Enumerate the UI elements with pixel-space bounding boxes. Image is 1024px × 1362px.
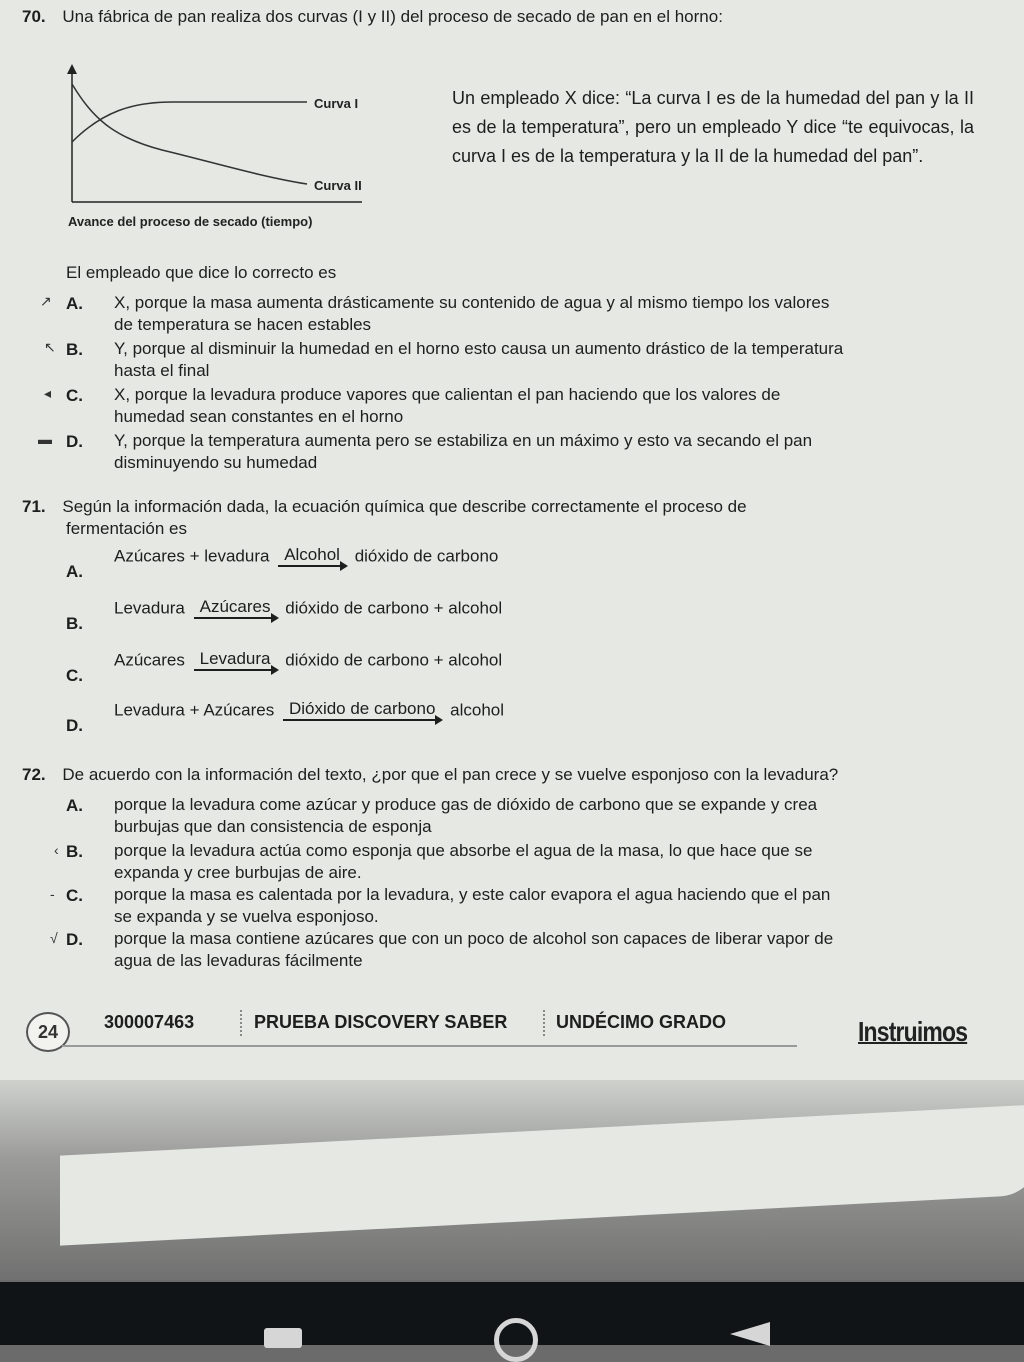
q70-option-b-letter[interactable]: B. xyxy=(66,340,83,359)
q72-question: De acuerdo con la información del texto, ¿por que el pan crece y se vuelve esponjoso con la levadura? xyxy=(62,765,839,784)
q70-option-a-line1: X, porque la masa aumenta drásticamente su contenido de agua y al mismo tiempo los valores xyxy=(114,293,830,312)
q72-option-b-line2: expanda y cree burbujas de aire. xyxy=(114,863,362,882)
footer-separator xyxy=(240,1010,242,1036)
pencil-mark-icon: ◂ xyxy=(44,385,52,401)
q72-option-c-line2: se expanda y se vuelva esponjoso. xyxy=(114,907,379,926)
reaction-arrow xyxy=(194,650,277,671)
q70-option-b-line1: Y, porque al disminuir la humedad en el horno esto causa un aumento drástico de la temperatura xyxy=(114,339,844,358)
q70-option-c[interactable] xyxy=(114,384,974,428)
q71-d-reactants: Levadura + Azúcares xyxy=(114,700,275,720)
q70-option-c-line2: humedad sean constantes en el horno xyxy=(114,407,404,426)
q72-option-c[interactable] xyxy=(114,884,974,928)
q71-b-arrow-label: Azúcares xyxy=(199,597,271,616)
pencil-mark-icon: ‹ xyxy=(54,842,59,858)
q71-a-reactants: Azúcares + levadura xyxy=(114,546,270,566)
q71-option-a-letter[interactable]: A. xyxy=(66,562,83,581)
curve-1-label: Curva I xyxy=(314,96,359,111)
q71-question-line2: fermentación es xyxy=(66,519,187,538)
arrow-right-icon xyxy=(194,617,277,619)
publisher-logo: Instruimos xyxy=(858,1016,968,1047)
q70-option-b[interactable] xyxy=(114,338,974,382)
back-button[interactable] xyxy=(730,1322,770,1346)
q70-option-c-letter[interactable]: C. xyxy=(66,386,83,405)
q70-option-b-line2: hasta el final xyxy=(114,361,210,380)
q70-question: Una fábrica de pan realiza dos curvas (I y II) del proceso de secado de pan en el horno: xyxy=(62,7,723,26)
q70-option-d-line1: Y, porque la temperatura aumenta pero se estabiliza en un máximo y esto va secando el pan xyxy=(114,431,813,450)
reaction-arrow xyxy=(278,546,346,567)
q70-option-d-letter[interactable]: D. xyxy=(66,432,83,451)
q70-number: 70. xyxy=(22,7,46,26)
q72-option-a-line1: porque la levadura come azúcar y produce gas de dióxido de carbono que se expande y crea xyxy=(114,795,818,814)
footer-grade: UNDÉCIMO GRADO xyxy=(556,1012,726,1032)
q71-option-c-letter[interactable]: C. xyxy=(66,666,83,685)
chart-x-label: Avance del proceso de secado (tiempo) xyxy=(68,214,313,229)
q70-heading xyxy=(22,6,723,28)
q70-option-d[interactable] xyxy=(114,430,974,474)
q71-option-b-equation[interactable] xyxy=(114,598,502,619)
q71-b-products: dióxido de carbono + alcohol xyxy=(285,598,503,618)
q71-number: 71. xyxy=(22,497,46,516)
pencil-mark-icon: √ xyxy=(50,930,58,946)
reaction-arrow xyxy=(283,700,441,721)
footer-code: 300007463 xyxy=(104,1012,195,1032)
recents-button[interactable] xyxy=(264,1328,302,1348)
pencil-mark-icon: ↖ xyxy=(44,339,56,355)
curve-2-label: Curva II xyxy=(314,178,362,193)
pencil-mark-icon: - xyxy=(50,886,55,902)
q72-option-a-line2: burbujas que dan consistencia de esponja xyxy=(114,817,432,836)
q72-option-b-letter[interactable]: B. xyxy=(66,842,83,861)
drying-curves-chart xyxy=(62,62,382,237)
q71-d-arrow-label: Dióxido de carbono xyxy=(288,699,436,718)
reaction-arrow xyxy=(194,598,277,619)
arrow-right-icon xyxy=(194,669,277,671)
q70-prompt: El empleado que dice lo correcto es xyxy=(66,263,337,282)
curve-1-line xyxy=(72,102,307,142)
footer-test-name: PRUEBA DISCOVERY SABER xyxy=(254,1012,508,1032)
q71-b-reactants: Levadura xyxy=(114,598,185,618)
q71-option-c-equation[interactable] xyxy=(114,650,502,671)
q70-option-a-letter[interactable]: A. xyxy=(66,294,83,313)
q72-option-d-line1: porque la masa contiene azúcares que con un poco de alcohol son capaces de liberar vapor de xyxy=(114,929,834,948)
q71-question-line1: Según la información dada, la ecuación química que describe correctamente el proceso de xyxy=(62,497,747,516)
q71-d-products: alcohol xyxy=(450,700,505,720)
arrow-right-icon xyxy=(283,719,441,721)
q70-option-a-line2: de temperatura se hacen estables xyxy=(114,315,372,334)
pencil-mark-icon: ↗ xyxy=(40,293,52,309)
q72-option-a[interactable] xyxy=(114,794,974,838)
q71-option-d-equation[interactable] xyxy=(114,700,504,721)
q72-option-d-line2: agua de las levaduras fácilmente xyxy=(114,951,363,970)
q70-speech: Un empleado X dice: “La curva I es de la humedad del pan y la II es de la temperatura”, pero un empleado Y dice “te equivocas, la curva I es de la temperatura y la II de la humedad del pan”. xyxy=(452,88,974,166)
q71-a-arrow-label: Alcohol xyxy=(284,545,340,564)
q70-option-d-line2: disminuyendo su humedad xyxy=(114,453,318,472)
pencil-mark-icon: ▬ xyxy=(38,431,52,447)
footer-divider xyxy=(62,1045,797,1047)
q70-option-a[interactable] xyxy=(114,292,974,336)
q72-option-d-letter[interactable]: D. xyxy=(66,930,83,949)
q72-option-d[interactable] xyxy=(114,928,974,972)
q70-option-c-line1: X, porque la levadura produce vapores que calientan el pan haciendo que los valores de xyxy=(114,385,781,404)
q71-c-arrow-label: Levadura xyxy=(199,649,271,668)
page-number-badge: 24 xyxy=(26,1012,70,1052)
q72-option-a-letter[interactable]: A. xyxy=(66,796,83,815)
q72-option-b-line1: porque la levadura actúa como esponja que absorbe el agua de la masa, lo que hace que se xyxy=(114,841,813,860)
q72-heading xyxy=(22,764,992,786)
home-button[interactable] xyxy=(494,1318,538,1362)
q72-option-b[interactable] xyxy=(114,840,974,884)
q71-option-d-letter[interactable]: D. xyxy=(66,716,83,735)
q71-a-products: dióxido de carbono xyxy=(354,546,499,566)
q72-option-c-letter[interactable]: C. xyxy=(66,886,83,905)
curve-2-line xyxy=(72,84,307,184)
q71-option-a-equation[interactable] xyxy=(114,546,498,567)
footer-separator xyxy=(543,1010,545,1036)
arrow-right-icon xyxy=(278,565,346,567)
q71-c-products: dióxido de carbono + alcohol xyxy=(285,650,503,670)
q71-option-b-letter[interactable]: B. xyxy=(66,614,83,633)
q72-option-c-line1: porque la masa es calentada por la levadura, y este calor evapora el agua haciendo que el pan xyxy=(114,885,831,904)
q71-c-reactants: Azúcares xyxy=(114,650,185,670)
q72-number: 72. xyxy=(22,765,46,784)
q71-heading xyxy=(22,496,972,518)
